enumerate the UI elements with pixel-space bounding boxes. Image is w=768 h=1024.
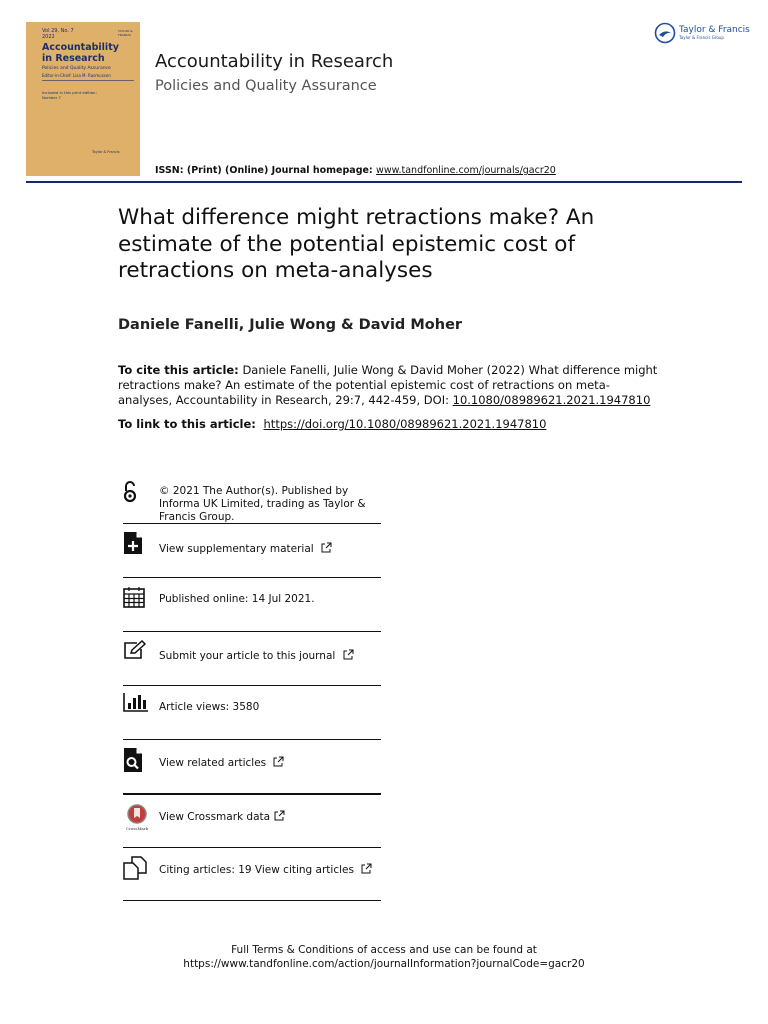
external-link-icon xyxy=(321,542,332,553)
info-row-related[interactable] xyxy=(123,740,381,794)
supplementary-label[interactable]: View supplementary material xyxy=(159,543,314,555)
footer-terms xyxy=(0,943,768,971)
cover-title: Accountability in Research xyxy=(42,42,119,64)
cover-volume: Vol 29, No. 7 2022 xyxy=(42,28,74,40)
citing-articles-icon xyxy=(123,856,147,880)
publisher-logo[interactable] xyxy=(654,22,750,44)
article-doi-link[interactable]: https://doi.org/10.1080/08989621.2021.1947810 xyxy=(263,417,547,431)
info-row-supplementary[interactable] xyxy=(123,524,381,578)
related-search-icon xyxy=(123,747,143,773)
article-authors: Daniele Fanelli, Julie Wong & David Moher xyxy=(118,317,463,333)
journal-subtitle: Policies and Quality Assurance xyxy=(155,78,377,94)
calendar-icon xyxy=(123,586,145,608)
article-title: What difference might retractions make? An estimate of the potential epistemic cost of retractions on meta-analyses xyxy=(118,205,595,283)
bar-chart-icon xyxy=(123,692,149,712)
open-access-icon xyxy=(123,480,137,504)
journal-cover xyxy=(26,22,140,176)
citation-doi-link[interactable]: 10.1080/08989621.2021.1947810 xyxy=(452,393,651,407)
external-link-icon xyxy=(273,756,284,767)
published-text: Published online: 14 Jul 2021. xyxy=(159,593,315,605)
info-row-submit[interactable] xyxy=(123,632,381,686)
citation-label: To cite this article: xyxy=(118,363,239,377)
publisher-sub: Taylor & Francis Group xyxy=(679,35,724,40)
cover-publisher-logo: Taylor & Francis xyxy=(92,150,120,154)
cover-subtitle: Policies and Quality Assurance xyxy=(42,66,111,71)
issn-line: ISSN: (Print) (Online) Journal homepage: www.tandfonline.com/journals/gacr20 xyxy=(155,165,556,176)
journal-title: Accountability in Research xyxy=(155,51,394,72)
article-info-list xyxy=(123,474,381,901)
views-text: Article views: 3580 xyxy=(159,701,260,713)
publisher-name: Taylor & Francis xyxy=(679,25,750,35)
svg-text:CrossMark: CrossMark xyxy=(125,826,149,831)
info-row-views xyxy=(123,686,381,740)
info-row-published xyxy=(123,578,381,632)
citation-text: Daniele Fanelli, Julie Wong & David Moher (2022) What difference might retractions make? An estimate of the potential epistemic cost of retractions on meta-analyses, Accountability in Research, 29:7, 442-459, DOI: xyxy=(118,363,658,407)
related-label[interactable]: View related articles xyxy=(159,757,267,769)
header-rule xyxy=(26,181,742,183)
article-link xyxy=(118,417,546,431)
crossmark-label[interactable]: View Crossmark data xyxy=(159,811,271,823)
crossmark-icon xyxy=(123,803,151,831)
link-label: To link to this article: xyxy=(118,417,256,431)
citing-label[interactable]: Citing articles: 19 View citing articles xyxy=(159,864,354,876)
info-row-citing[interactable] xyxy=(123,848,381,901)
external-link-icon xyxy=(274,810,285,821)
submit-label[interactable]: Submit your article to this journal xyxy=(159,650,336,662)
journal-homepage-link[interactable]: www.tandfonline.com/journals/gacr20 xyxy=(376,165,556,176)
info-row-crossmark[interactable] xyxy=(123,794,381,848)
license-text: © 2021 The Author(s). Published by Informa UK Limited, trading as Taylor & Francis Group. xyxy=(159,485,366,523)
footer-terms-url[interactable]: https://www.tandfonline.com/action/journalInformation?journalCode=gacr20 xyxy=(183,958,585,970)
submit-pencil-icon xyxy=(123,640,147,660)
supplementary-file-icon xyxy=(123,531,143,555)
cover-divider xyxy=(42,80,134,81)
citation xyxy=(118,363,658,408)
cover-publisher-tag: TAYLOR & FRANCIS xyxy=(118,29,133,37)
taylor-francis-icon xyxy=(654,22,676,44)
info-row-license xyxy=(123,474,381,524)
cover-indexing: Included in this print edition: Number 7 xyxy=(42,90,97,100)
footer-line-1: Full Terms & Conditions of access and use can be found at xyxy=(231,944,537,956)
external-link-icon xyxy=(343,649,354,660)
cover-editor: Editor-in-Chief: Lisa M. Rasmussen xyxy=(42,73,111,78)
external-link-icon xyxy=(361,863,372,874)
